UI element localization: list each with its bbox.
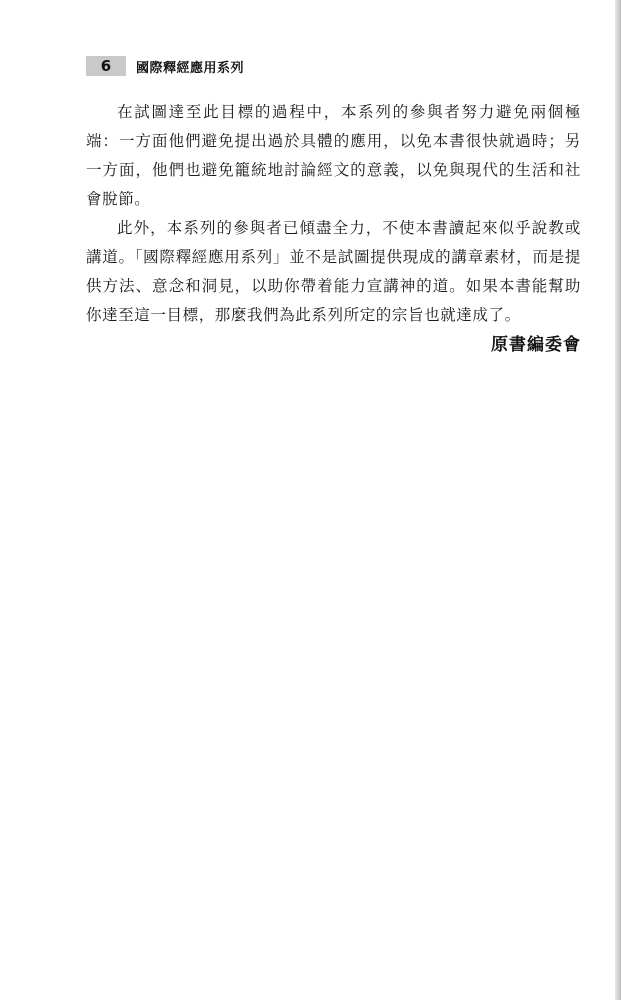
paragraph: 在試圖達至此目標的過程中，本系列的參與者努力避免兩個極端：一方面他們避免提出過於具體的應用，以免本書很快就過時；另一方面，他們也避免籠統地討論經文的意義，以免與現代的生活和社會脫節。 xyxy=(86,103,581,208)
page-header xyxy=(86,55,244,77)
signature: 原書編委會 xyxy=(491,335,581,355)
page-edge xyxy=(615,0,621,1000)
page-number: 6 xyxy=(86,56,126,76)
paragraph: 此外，本系列的參與者已傾盡全力，不使本書讀起來似乎說教或講道。「國際釋經應用系列」並不是試圖提供現成的講章素材，而是提供方法、意念和洞見，以助你帶着能力宣講神的道。如果本書能幫助你達至這一目標，那麼我們為此系列所定的宗旨也就達成了。 xyxy=(86,219,581,324)
body-text xyxy=(86,98,581,330)
series-title: 國際釋經應用系列 xyxy=(136,60,245,76)
